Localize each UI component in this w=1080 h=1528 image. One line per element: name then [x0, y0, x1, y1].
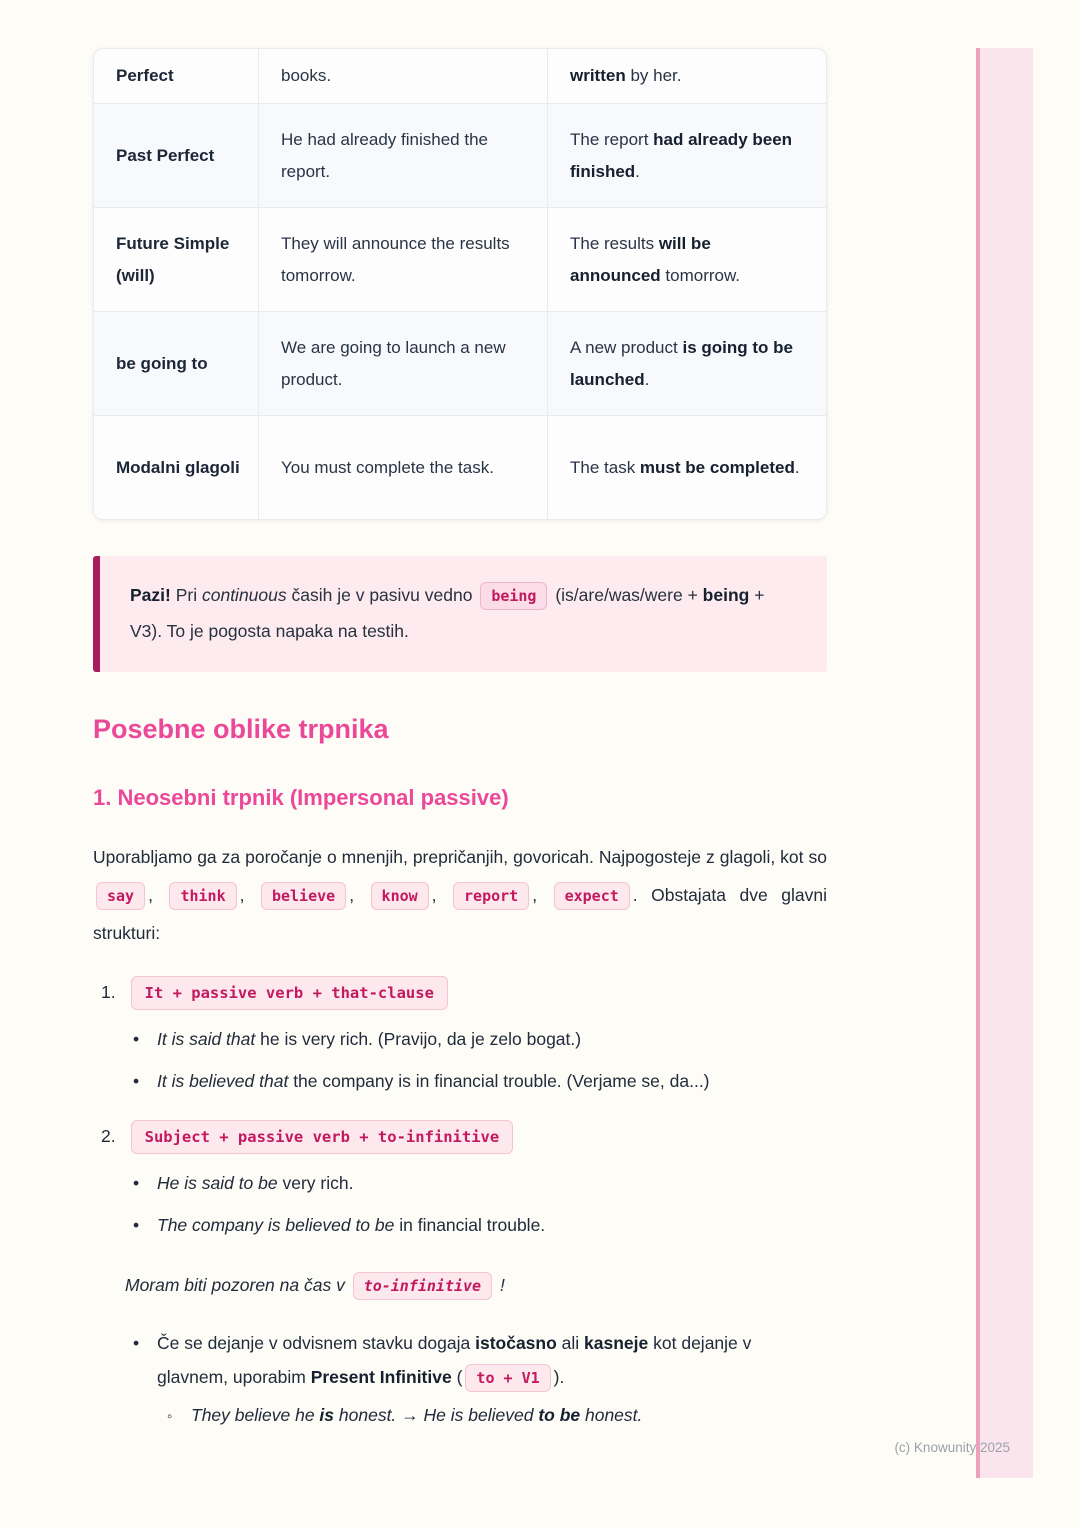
table-row — [94, 311, 826, 415]
list-number: 2. — [101, 1126, 116, 1146]
tip-list — [133, 1326, 827, 1432]
table-row — [94, 207, 826, 311]
verb-chip: report — [453, 882, 529, 910]
code-chip-to-v1: to + V1 — [465, 1364, 550, 1392]
list-item: • It is said that he is very rich. (Pravijo, da je zelo bogat.) — [133, 1024, 827, 1054]
bullet-icon — [133, 1326, 157, 1394]
section-heading: Posebne oblike trpnika — [93, 714, 389, 744]
structure-chip: Subject + passive verb + to-infinitive — [131, 1120, 514, 1154]
active-example: books. — [258, 49, 547, 103]
structure-chip: It + passive verb + that-clause — [131, 976, 448, 1010]
structure-item-1 — [101, 976, 827, 1010]
active-example: They will announce the results tomorrow. — [258, 207, 547, 311]
tense-label: Perfect — [116, 66, 174, 85]
decorative-pink-band — [976, 48, 1033, 1478]
sub-example-item: ◦ They believe he is honest. → He is believed to be honest. — [167, 1400, 827, 1432]
attention-note: Moram biti pozoren na čas v to-infinitive ! — [125, 1270, 827, 1300]
active-example: You must complete the task. — [258, 415, 547, 519]
active-example: He had already finished the report. — [258, 103, 547, 207]
intro-paragraph: Uporabljamo ga za poročanje o mnenjih, prepričanjih, govoricah. Najpogosteje z glagoli, kot so say , think , believe , know , report , expect . Obstajata dve glavni strukturi: — [93, 847, 827, 943]
passive-example: written by her. — [547, 49, 826, 103]
circle-bullet-icon — [167, 1400, 191, 1432]
warning-callout: Pazi! Pri continuous časih je v pasivu vedno being (is/are/was/were + being + V3). To je pogosta napaka na testih. — [93, 556, 827, 672]
passive-example: A new product is going to be launched. — [547, 311, 826, 415]
subsection-heading: 1. Neosebni trpnik (Impersonal passive) — [93, 785, 509, 810]
table-row — [94, 49, 826, 103]
active-example: We are going to launch a new product. — [258, 311, 547, 415]
verb-chip: know — [371, 882, 429, 910]
tense-label: Modalni glagoli — [94, 415, 258, 519]
verb-chip: believe — [261, 882, 346, 910]
structure-item-2 — [101, 1120, 827, 1154]
verb-chip: expect — [554, 882, 630, 910]
verb-chip: say — [96, 882, 145, 910]
bullet-icon — [133, 1210, 157, 1240]
passive-example: The report had already been finished. — [547, 103, 826, 207]
tense-label: Future Simple (will) — [94, 207, 258, 311]
list-item: • He is said to be very rich. — [133, 1168, 827, 1198]
code-chip-being: being — [480, 582, 547, 610]
document-page — [93, 0, 827, 1432]
bullet-icon — [133, 1066, 157, 1096]
example-list — [133, 1024, 827, 1096]
verb-chip: think — [169, 882, 236, 910]
passive-tense-table — [93, 48, 827, 520]
bullet-icon — [133, 1168, 157, 1198]
passive-example: The results will be announced tomorrow. — [547, 207, 826, 311]
bullet-icon — [133, 1024, 157, 1054]
callout-lead: Pazi! — [130, 585, 171, 605]
table-row — [94, 415, 826, 519]
copyright-text: (c) Knowunity 2025 — [894, 1440, 1010, 1455]
list-number: 1. — [101, 982, 116, 1002]
passive-example: The task must be completed. — [547, 415, 826, 519]
tip-item: • Če se dejanje v odvisnem stavku dogaja istočasno ali kasneje kot dejanje v glavnem, uporabim Present Infinitive ( to + V1 ). — [133, 1326, 827, 1394]
list-item: • It is believed that the company is in financial trouble. (Verjame se, da...) — [133, 1066, 827, 1096]
example-list — [133, 1168, 827, 1240]
list-item: • The company is believed to be in financial trouble. — [133, 1210, 827, 1240]
tense-label: be going to — [94, 311, 258, 415]
code-chip-to-infinitive: to-infinitive — [353, 1272, 492, 1300]
tense-label: Past Perfect — [94, 103, 258, 207]
table-row — [94, 103, 826, 207]
